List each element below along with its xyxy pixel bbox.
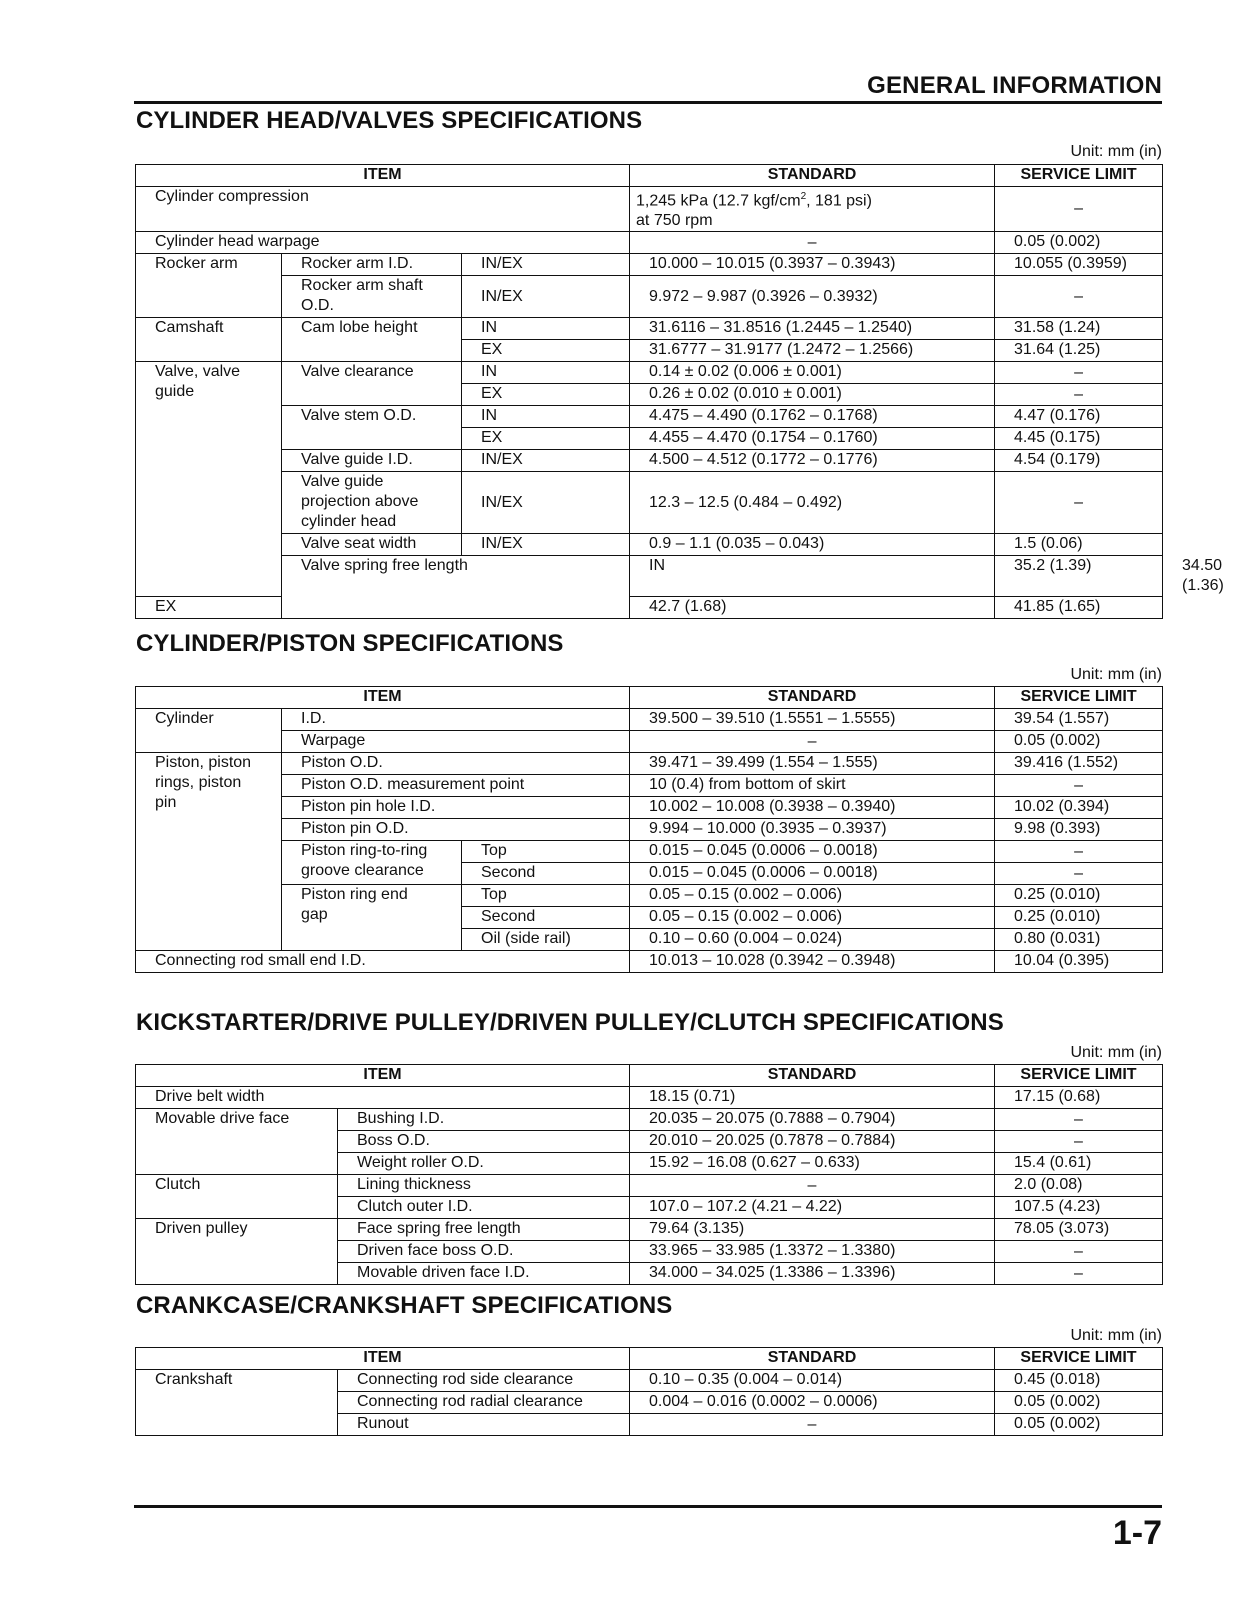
item-label: Connecting rod small end I.D. — [136, 951, 630, 973]
table-header-row — [136, 1065, 1163, 1087]
limit-value: 39.54 (1.557) — [995, 709, 1163, 731]
sub-label: Second — [462, 907, 630, 929]
standard-value: 10 (0.4) from bottom of skirt — [630, 775, 995, 797]
group-label: Clutch — [136, 1175, 338, 1219]
item-label: I.D. — [282, 709, 630, 731]
item-label: Drive belt width — [136, 1087, 630, 1109]
standard-value: – — [630, 1414, 995, 1436]
col-header-item: ITEM — [136, 687, 630, 709]
table-row — [136, 797, 1163, 819]
limit-value: 10.04 (0.395) — [995, 951, 1163, 973]
limit-value: – — [995, 1241, 1163, 1263]
standard-value: 20.035 – 20.075 (0.7888 – 0.7904) — [630, 1109, 995, 1131]
standard-value: 79.64 (3.135) — [630, 1219, 995, 1241]
group-label: Driven pulley — [136, 1219, 338, 1285]
limit-value: 0.05 (0.002) — [995, 1414, 1163, 1436]
group-label: Movable drive face — [136, 1109, 338, 1175]
limit-value: 107.5 (4.23) — [995, 1197, 1163, 1219]
item-label: Piston ring-to-ring groove clearance — [282, 841, 462, 885]
standard-value: 0.05 – 0.15 (0.002 – 0.006) — [630, 907, 995, 929]
sub-label: IN — [462, 362, 630, 384]
limit-value: 4.45 (0.175) — [995, 428, 1163, 450]
limit-value: – — [995, 276, 1163, 318]
limit-value: 0.25 (0.010) — [995, 907, 1163, 929]
standard-value: 9.972 – 9.987 (0.3926 – 0.3932) — [630, 276, 995, 318]
standard-value: – — [630, 731, 995, 753]
standard-value: 42.7 (1.68) — [630, 597, 995, 619]
item-label: Cylinder compression — [136, 187, 630, 232]
item-label: Boss O.D. — [338, 1131, 630, 1153]
standard-value: 1,245 kPa (12.7 kgf/$cm^2$, 181 psi) at 750 rpm — [630, 187, 995, 232]
unit-label: Unit: mm (in) — [1070, 666, 1162, 683]
table-row — [136, 951, 1163, 973]
standard-value: 10.013 – 10.028 (0.3942 – 0.3948) — [630, 951, 995, 973]
sub-label: EX — [462, 340, 630, 362]
standard-value: 12.3 – 12.5 (0.484 – 0.492) — [630, 472, 995, 534]
col-header-standard: STANDARD — [630, 687, 995, 709]
limit-value: 41.85 (1.65) — [995, 597, 1163, 619]
item-label: Cam lobe height — [282, 318, 462, 362]
table-row — [136, 187, 1163, 232]
group-label: Crankshaft — [136, 1370, 338, 1436]
limit-value: 31.64 (1.25) — [995, 340, 1163, 362]
sub-label: Second — [462, 863, 630, 885]
limit-value: 31.58 (1.24) — [995, 318, 1163, 340]
table-row — [136, 276, 1163, 318]
sub-label: IN/EX — [462, 276, 630, 318]
sub-label: IN/EX — [462, 254, 630, 276]
group-label: Piston, piston rings, piston pin — [136, 753, 282, 951]
table-row — [136, 472, 1163, 534]
table-row — [136, 1219, 1163, 1241]
table-header-row — [136, 687, 1163, 709]
standard-value: 39.471 – 39.499 (1.554 – 1.555) — [630, 753, 995, 775]
item-label: Connecting rod side clearance — [338, 1370, 630, 1392]
limit-value: 4.47 (0.176) — [995, 406, 1163, 428]
standard-value: 0.05 – 0.15 (0.002 – 0.006) — [630, 885, 995, 907]
table-header-row — [136, 165, 1163, 187]
item-label: Valve guide I.D. — [282, 450, 462, 472]
group-label: Camshaft — [136, 318, 282, 362]
item-label: Valve clearance — [282, 362, 462, 406]
limit-value: 39.416 (1.552) — [995, 753, 1163, 775]
table-row: Valve spring free length IN 35.2 (1.39) 34.50 (1.36) — [136, 556, 1163, 597]
table-row — [136, 406, 1163, 428]
limit-value: 15.4 (0.61) — [995, 1153, 1163, 1175]
limit-value: 2.0 (0.08) — [995, 1175, 1163, 1197]
item-label: Valve seat width — [282, 534, 462, 556]
sub-label: IN/EX — [462, 450, 630, 472]
group-label: Valve, valve guide — [136, 362, 282, 597]
table-row — [136, 450, 1163, 472]
item-label: Runout — [338, 1414, 630, 1436]
col-header-item: ITEM — [136, 1348, 630, 1370]
item-label: Clutch outer I.D. — [338, 1197, 630, 1219]
page-header-title: GENERAL INFORMATION — [867, 72, 1162, 99]
standard-value: 31.6777 – 31.9177 (1.2472 – 1.2566) — [630, 340, 995, 362]
unit-label: Unit: mm (in) — [1070, 143, 1162, 160]
limit-value: – — [995, 362, 1163, 384]
footer-rule — [134, 1505, 1162, 1508]
item-label: Valve spring free length — [282, 556, 630, 619]
limit-value: 10.055 (0.3959) — [995, 254, 1163, 276]
crankcase-spec-table — [135, 1347, 1163, 1436]
item-label: Piston ring end gap — [282, 885, 462, 951]
col-header-service-limit: SERVICE LIMIT — [995, 1065, 1163, 1087]
limit-value: 1.5 (0.06) — [995, 534, 1163, 556]
unit-label: Unit: mm (in) — [1070, 1327, 1162, 1344]
page-number: 1-7 — [1112, 1514, 1162, 1552]
standard-value: 39.500 – 39.510 (1.5551 – 1.5555) — [630, 709, 995, 731]
cylinder-head-spec-table — [135, 164, 1224, 619]
section-title-crankcase: CRANKCASE/CRANKSHAFT SPECIFICATIONS — [136, 1292, 673, 1319]
limit-value: 0.80 (0.031) — [995, 929, 1163, 951]
item-label: Connecting rod radial clearance — [338, 1392, 630, 1414]
kickstarter-spec-table — [135, 1064, 1163, 1285]
item-label: Rocker arm I.D. — [282, 254, 462, 276]
standard-value: 10.002 – 10.008 (0.3938 – 0.3940) — [630, 797, 995, 819]
sub-label: Top — [462, 841, 630, 863]
section-title-cylinder-piston: CYLINDER/PISTON SPECIFICATIONS — [136, 630, 564, 657]
standard-value: 4.475 – 4.490 (0.1762 – 0.1768) — [630, 406, 995, 428]
table-row — [136, 709, 1163, 731]
group-label: Rocker arm — [136, 254, 282, 318]
limit-value: – — [995, 841, 1163, 863]
col-header-item: ITEM — [136, 165, 630, 187]
sub-label: EX — [136, 597, 282, 619]
sub-label: Oil (side rail) — [462, 929, 630, 951]
table-row — [136, 753, 1163, 775]
section-title-kickstarter: KICKSTARTER/DRIVE PULLEY/DRIVEN PULLEY/CLUTCH SPECIFICATIONS — [136, 1009, 1004, 1036]
item-label: Bushing I.D. — [338, 1109, 630, 1131]
item-label: Warpage — [282, 731, 630, 753]
standard-value: 0.9 – 1.1 (0.035 – 0.043) — [630, 534, 995, 556]
standard-value: 0.015 – 0.045 (0.0006 – 0.0018) — [630, 841, 995, 863]
table-row — [136, 232, 1163, 254]
table-row — [136, 1370, 1163, 1392]
item-label: Piston pin O.D. — [282, 819, 630, 841]
limit-value: 9.98 (0.393) — [995, 819, 1163, 841]
sub-label: IN/EX — [462, 534, 630, 556]
limit-value: – — [995, 1263, 1163, 1285]
table-row — [136, 885, 1163, 907]
item-label: Weight roller O.D. — [338, 1153, 630, 1175]
col-header-standard: STANDARD — [630, 165, 995, 187]
table-row — [136, 1087, 1163, 1109]
standard-value: – — [630, 232, 995, 254]
table-row — [136, 819, 1163, 841]
standard-value: 10.000 – 10.015 (0.3937 – 0.3943) — [630, 254, 995, 276]
table-row — [136, 534, 1163, 556]
table-row — [136, 254, 1163, 276]
item-label: Valve guide projection above cylinder head — [282, 472, 462, 534]
limit-value: 0.05 (0.002) — [995, 232, 1163, 254]
section-title-cylinder-head: CYLINDER HEAD/VALVES SPECIFICATIONS — [136, 107, 643, 134]
limit-value: – — [995, 863, 1163, 885]
sub-label: Top — [462, 885, 630, 907]
standard-value: 0.004 – 0.016 (0.0002 – 0.0006) — [630, 1392, 995, 1414]
limit-value: 78.05 (3.073) — [995, 1219, 1163, 1241]
standard-value: 31.6116 – 31.8516 (1.2445 – 1.2540) — [630, 318, 995, 340]
sub-label: IN — [462, 318, 630, 340]
item-label: Rocker arm shaft O.D. — [282, 276, 462, 318]
sub-label: IN — [630, 556, 995, 597]
standard-value: 0.26 ± 0.02 (0.010 ± 0.001) — [630, 384, 995, 406]
limit-value: 4.54 (0.179) — [995, 450, 1163, 472]
standard-value: 0.14 ± 0.02 (0.006 ± 0.001) — [630, 362, 995, 384]
limit-value: – — [995, 1109, 1163, 1131]
col-header-standard: STANDARD — [630, 1065, 995, 1087]
standard-value: 34.000 – 34.025 (1.3386 – 1.3396) — [630, 1263, 995, 1285]
table-row — [136, 775, 1163, 797]
limit-value: 0.05 (0.002) — [995, 731, 1163, 753]
standard-value: 33.965 – 33.985 (1.3372 – 1.3380) — [630, 1241, 995, 1263]
item-label: Valve stem O.D. — [282, 406, 462, 450]
sub-label: IN/EX — [462, 472, 630, 534]
table-row — [136, 841, 1163, 863]
item-label: Piston pin hole I.D. — [282, 797, 630, 819]
item-label: Driven face boss O.D. — [338, 1241, 630, 1263]
standard-value: – — [630, 1175, 995, 1197]
header-rule — [134, 101, 1162, 104]
standard-value: 0.015 – 0.045 (0.0006 – 0.0018) — [630, 863, 995, 885]
col-header-service-limit: SERVICE LIMIT — [995, 165, 1163, 187]
limit-value: – — [995, 472, 1163, 534]
standard-value: 9.994 – 10.000 (0.3935 – 0.3937) — [630, 819, 995, 841]
standard-value: 15.92 – 16.08 (0.627 – 0.633) — [630, 1153, 995, 1175]
limit-value: – — [995, 1131, 1163, 1153]
standard-value: 107.0 – 107.2 (4.21 – 4.22) — [630, 1197, 995, 1219]
sub-label: EX — [462, 428, 630, 450]
limit-value: – — [995, 384, 1163, 406]
standard-value: 0.10 – 0.35 (0.004 – 0.014) — [630, 1370, 995, 1392]
sub-label: EX — [462, 384, 630, 406]
item-label: Piston O.D. measurement point — [282, 775, 630, 797]
item-label: Face spring free length — [338, 1219, 630, 1241]
limit-value: – — [995, 187, 1163, 232]
table-row — [136, 318, 1163, 340]
limit-value: 17.15 (0.68) — [995, 1087, 1163, 1109]
col-header-standard: STANDARD — [630, 1348, 995, 1370]
limit-value: 10.02 (0.394) — [995, 797, 1163, 819]
item-label: Movable driven face I.D. — [338, 1263, 630, 1285]
limit-value: – — [995, 775, 1163, 797]
limit-value: 0.45 (0.018) — [995, 1370, 1163, 1392]
table-row — [136, 362, 1163, 384]
cylinder-piston-spec-table — [135, 686, 1163, 973]
standard-value: 0.10 – 0.60 (0.004 – 0.024) — [630, 929, 995, 951]
col-header-service-limit: SERVICE LIMIT — [995, 1348, 1163, 1370]
standard-value: 18.15 (0.71) — [630, 1087, 995, 1109]
item-label: Lining thickness — [338, 1175, 630, 1197]
limit-value: 0.25 (0.010) — [995, 885, 1163, 907]
group-label: Cylinder — [136, 709, 282, 753]
table-row — [136, 1175, 1163, 1197]
item-label: Cylinder head warpage — [136, 232, 630, 254]
standard-value: 4.500 – 4.512 (0.1772 – 0.1776) — [630, 450, 995, 472]
unit-label: Unit: mm (in) — [1070, 1044, 1162, 1061]
item-label: Piston O.D. — [282, 753, 630, 775]
sub-label: IN — [462, 406, 630, 428]
col-header-service-limit: SERVICE LIMIT — [995, 687, 1163, 709]
standard-value: 20.010 – 20.025 (0.7878 – 0.7884) — [630, 1131, 995, 1153]
table-header-row — [136, 1348, 1163, 1370]
table-row — [136, 731, 1163, 753]
col-header-item: ITEM — [136, 1065, 630, 1087]
standard-value: 4.455 – 4.470 (0.1754 – 0.1760) — [630, 428, 995, 450]
limit-value: 0.05 (0.002) — [995, 1392, 1163, 1414]
standard-value: 35.2 (1.39) — [995, 556, 1163, 597]
table-row — [136, 1109, 1163, 1131]
